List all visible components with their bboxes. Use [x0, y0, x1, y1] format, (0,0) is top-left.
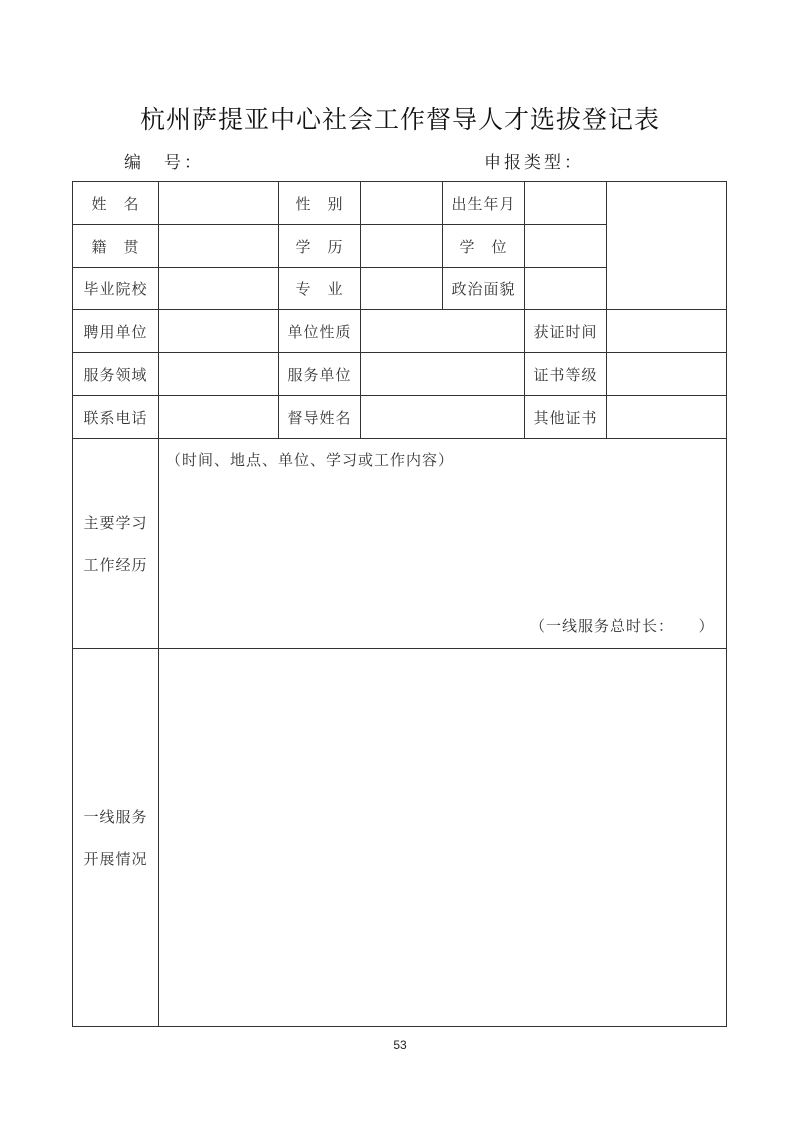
field-service-unit[interactable]: [360, 352, 524, 395]
label-experience: [72, 438, 158, 648]
field-major[interactable]: [360, 267, 442, 309]
field-other-cert[interactable]: [606, 395, 727, 438]
field-phone[interactable]: [158, 395, 278, 438]
table-bottom-border: [72, 1026, 727, 1027]
field-supervisor-name[interactable]: [360, 395, 524, 438]
label-school: 毕业院校: [72, 267, 158, 309]
field-service-field[interactable]: [158, 352, 278, 395]
label-gender: 性 别: [278, 181, 360, 224]
page-number: 53: [393, 1038, 407, 1052]
field-cert-time[interactable]: [606, 309, 727, 352]
label-cert-level: 证书等级: [524, 352, 606, 395]
field-gender[interactable]: [360, 181, 442, 224]
photo-box[interactable]: [606, 181, 727, 309]
label-political-status: 政治面貌: [442, 267, 524, 309]
total-service-hours: （一线服务总时长： ）: [530, 617, 715, 635]
label-other-cert: 其他证书: [524, 395, 606, 438]
label-native-place: 籍 贯: [72, 224, 158, 267]
field-school[interactable]: [158, 267, 278, 309]
application-type-label: 申报类型：: [484, 153, 584, 173]
label-name: 姓 名: [72, 181, 158, 224]
label-employer: 聘用单位: [72, 309, 158, 352]
label-service-unit: 服务单位: [278, 352, 360, 395]
label-experience-line1: 主要学习: [83, 513, 148, 532]
label-service-field: 服务领域: [72, 352, 158, 395]
label-employer-type: 单位性质: [278, 309, 360, 352]
field-frontline[interactable]: [158, 648, 727, 1027]
label-frontline-line2: 开展情况: [83, 850, 148, 868]
field-employer-type[interactable]: [360, 309, 524, 352]
label-supervisor-name: 督导姓名: [278, 395, 360, 438]
field-employer[interactable]: [158, 309, 278, 352]
label-degree: 学 位: [442, 224, 524, 267]
field-native-place[interactable]: [158, 224, 278, 267]
registration-form-table: [72, 181, 727, 1027]
experience-hint: （时间、地点、单位、学习或工作内容）: [166, 451, 455, 469]
table-right-border: [726, 181, 727, 1027]
field-cert-level[interactable]: [606, 352, 727, 395]
field-degree[interactable]: [524, 224, 606, 267]
field-name[interactable]: [158, 181, 278, 224]
number-label: 编 号：: [124, 153, 204, 173]
label-frontline-line1: 一线服务: [83, 808, 148, 826]
field-birth[interactable]: [524, 181, 606, 224]
label-birth: 出生年月: [442, 181, 524, 224]
field-political-status[interactable]: [524, 267, 606, 309]
form-title: 杭州萨提亚中心社会工作督导人才选拔登记表: [139, 105, 660, 134]
label-experience-line2: 工作经历: [83, 555, 148, 574]
label-cert-time: 获证时间: [524, 309, 606, 352]
label-major: 专 业: [278, 267, 360, 309]
label-frontline: [72, 648, 158, 1027]
label-education: 学 历: [278, 224, 360, 267]
label-phone: 联系电话: [72, 395, 158, 438]
field-education[interactable]: [360, 224, 442, 267]
